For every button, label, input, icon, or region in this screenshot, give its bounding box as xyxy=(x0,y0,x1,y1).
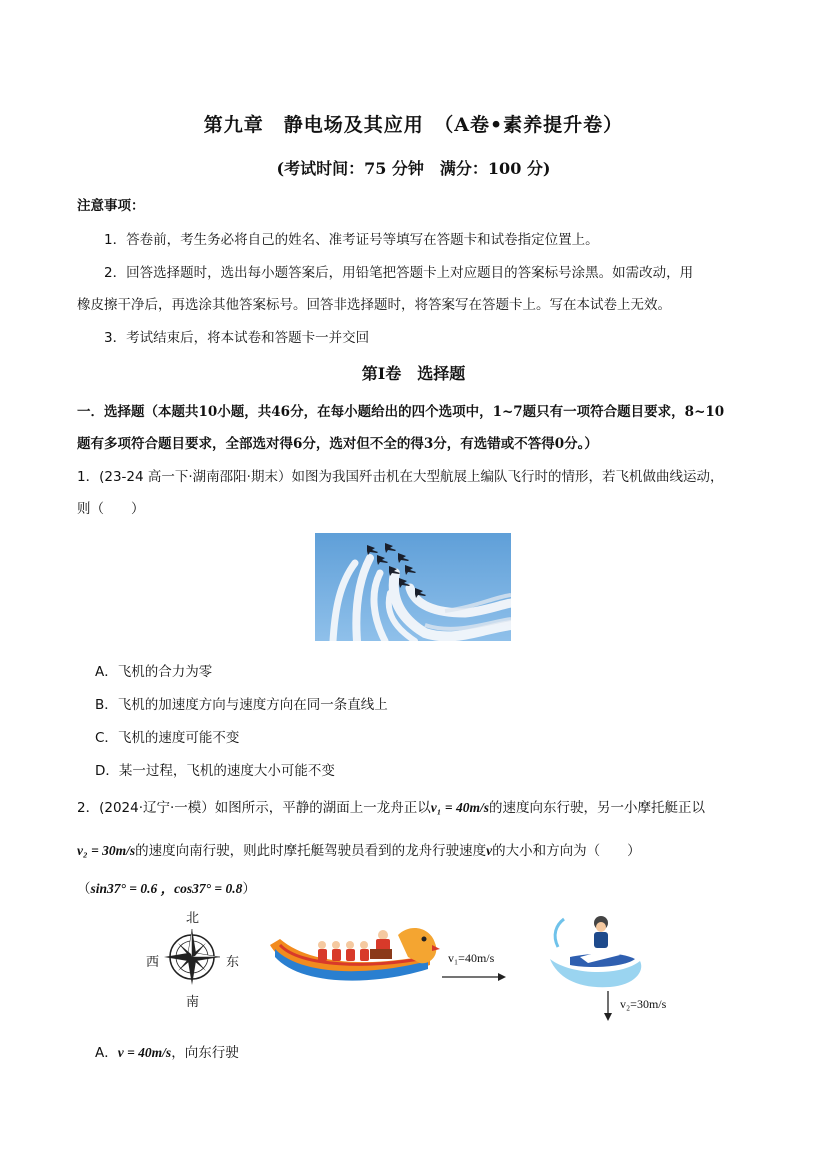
compass-south-label: 南 xyxy=(186,995,200,1010)
notice-item-2-cont: 橡皮擦干净后，再选涂其他答案标号。回答非选择题时，将答案写在答题卡上。写在本试卷上无效。 xyxy=(77,297,671,313)
notice-item-2: 2．回答选择题时，选出每小题答案后，用铅笔把答题卡上对应题目的答案标号涂黑。如需改动，用 xyxy=(104,265,694,281)
v1-arrow-icon xyxy=(442,973,506,981)
q2-option-a-suffix: ，向东行驶 xyxy=(171,1045,239,1061)
q1-stem-line2: 则（ ） xyxy=(77,501,145,517)
q2-hint-close: ） xyxy=(242,881,256,897)
q2-figure xyxy=(140,905,700,1025)
v1-label: v₁=40m/s xyxy=(448,951,495,965)
jet-ski-icon xyxy=(550,916,641,987)
q2-stem-line2 xyxy=(77,839,641,859)
q2-hint-open: （ xyxy=(77,881,91,897)
notice-item-1: 1．答卷前，考生务必将自己的姓名、准考证号等填写在答题卡和试卷指定位置上。 xyxy=(104,232,599,248)
q2-trig-values: sin37° = 0.6 ，cos37° = 0.8 xyxy=(90,881,243,896)
exam-info: (考试时间：75 分钟 满分：100 分) xyxy=(276,159,551,178)
q2-option-a xyxy=(95,1041,239,1061)
q1-option-d: D．某一过程，飞机的速度大小可能不变 xyxy=(95,763,335,779)
notice-item-3: 3．考试结束后，将本试卷和答题卡一并交回 xyxy=(104,330,370,346)
dragon-boat-icon xyxy=(270,928,440,981)
q1-option-b: B．飞机的加速度方向与速度方向在同一条直线上 xyxy=(95,697,388,713)
v2-arrow-icon xyxy=(604,991,612,1021)
q2-v-symbol: v xyxy=(486,843,493,858)
q2-stem-text-a: 2．(2024·辽宁·一模）如图所示，平静的湖面上一龙舟正以 xyxy=(77,800,431,816)
q1-stem-line1: 1．(23-24 高一下·湖南邵阳·期末）如图为我国歼击机在大型航展上编队飞行时的情形，若飞机做曲线运动， xyxy=(77,469,724,485)
q2-option-a-formula: v = 40m/s xyxy=(117,1045,172,1060)
q2-stem-line1 xyxy=(77,796,705,816)
compass-north-label: 北 xyxy=(186,911,200,926)
page-title: 第九章 静电场及其应用 （A卷•素养提升卷） xyxy=(203,114,624,136)
q1-option-a: A．飞机的合力为零 xyxy=(95,664,213,680)
q1-option-c: C．飞机的速度可能不变 xyxy=(95,730,240,746)
section-title: 第Ⅰ卷 选择题 xyxy=(361,364,466,383)
q2-trig-hint xyxy=(77,877,256,897)
airshow-photo xyxy=(315,533,511,641)
notice-heading: 注意事项： xyxy=(77,198,145,214)
q2-stem-text-c: 的速度向南行驶，则此时摩托艇驾驶员看到的龙舟行驶速度 xyxy=(135,843,487,859)
section-instruction-1: 一．选择题（本题共10小题，共46分，在每小题给出的四个选项中，1~7题只有一项符合题目要求，8~10 xyxy=(77,404,725,420)
q2-option-a-prefix: A． xyxy=(95,1045,118,1061)
q2-stem-text-d: 的大小和方向为（ ） xyxy=(492,843,641,859)
q2-stem-text-b: 的速度向东行驶，另一小摩托艇正以 xyxy=(488,800,705,816)
q2-v2-formula: v₂ = 30m/s xyxy=(77,843,136,858)
section-instruction-2: 题有多项符合题目要求，全部选对得6分，选对但不全的得3分，有选错或不答得0分。） xyxy=(77,436,598,452)
compass-east-label: 东 xyxy=(226,955,240,970)
v2-label: v₂=30m/s xyxy=(620,997,667,1011)
compass-rose-icon xyxy=(164,929,220,985)
compass-west-label: 西 xyxy=(146,955,160,970)
q2-v1-formula: v₁ = 40m/s xyxy=(430,800,489,815)
